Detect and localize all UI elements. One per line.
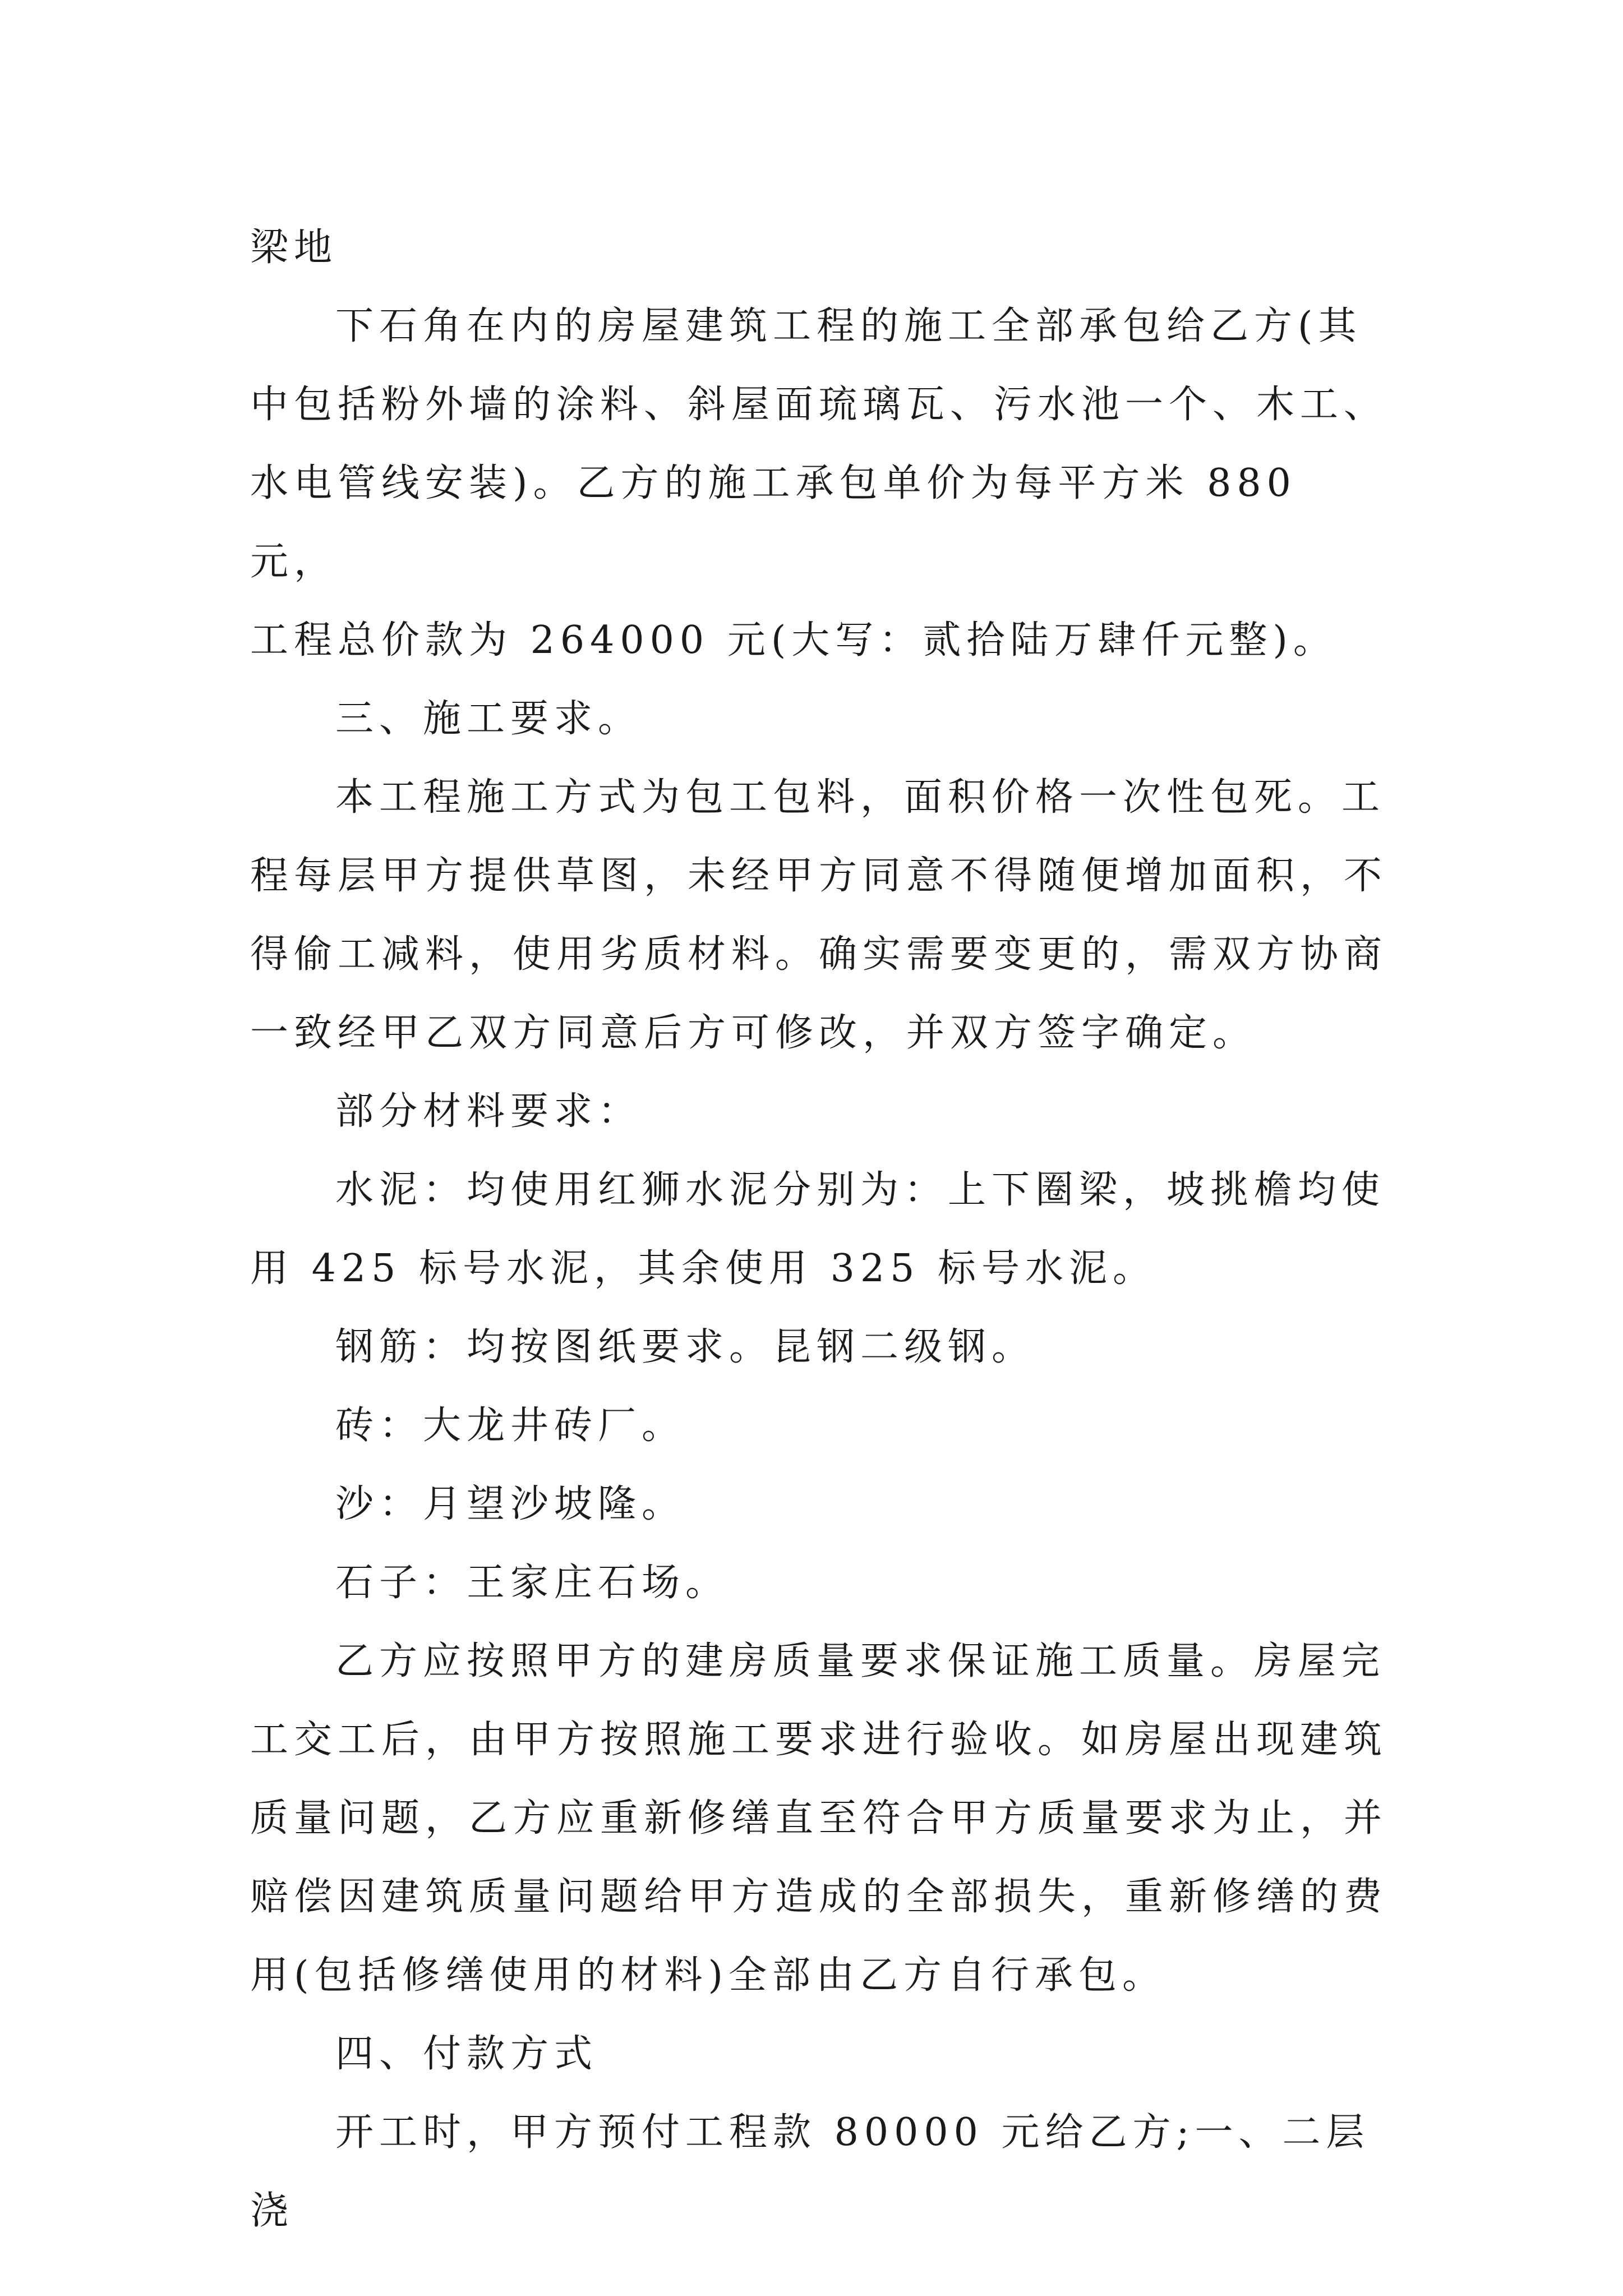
text-line: 工交工后，由甲方按照施工要求进行验收。如房屋出现建筑 [250, 1718, 1388, 1762]
text-line: 质量问题，乙方应重新修缮直至符合甲方质量要求为止，并 [250, 1796, 1388, 1841]
text-line: 水泥：均使用红狮水泥分别为：上下圈梁，坡挑檐均使 [335, 1168, 1386, 1212]
text-line: 石子：王家庄石场。 [335, 1561, 730, 1605]
text-line: 砖：大龙井砖厂。 [335, 1404, 686, 1448]
text-line: 下石角在内的房屋建筑工程的施工全部承包给乙方(其 [335, 304, 1362, 348]
document-body [250, 209, 1394, 2251]
subsection-heading: 部分材料要求： [335, 1089, 642, 1134]
text-line: 赔偿因建筑质量问题给甲方造成的全部损失，重新修缮的费 [250, 1875, 1388, 1919]
section-heading: 三、施工要求。 [335, 697, 642, 741]
text-line: 水电管线安装)。乙方的施工承包单价为每平方米 880 元， [250, 461, 1297, 584]
text-line: 本工程施工方式为包工包料，面积价格一次性包死。工 [335, 775, 1386, 820]
text-line: 用(包括修缮使用的材料)全部由乙方自行承包。 [250, 1953, 1166, 1998]
text-line: 工程总价款为 264000 元(大写：贰拾陆万肆仟元整)。 [250, 618, 1337, 662]
section-heading: 四、付款方式 [335, 2032, 598, 2076]
text-line: 开工时，甲方预付工程款 80000 元给乙方;一、二层浇 [250, 2110, 1370, 2233]
text-line: 用 425 标号水泥，其余使用 325 标号水泥。 [250, 1246, 1157, 1291]
text-line: 钢筋：均按图纸要求。昆钢二级钢。 [335, 1325, 1036, 1369]
text-line: 程每层甲方提供草图，未经甲方同意不得随便增加面积，不 [250, 854, 1388, 898]
text-line: 一致经甲乙双方同意后方可修改，并双方签字确定。 [250, 1011, 1257, 1055]
text-line: 中包括粉外墙的涂料、斜屋面琉璃瓦、污水池一个、木工、 [250, 383, 1388, 427]
text-line: 乙方应按照甲方的建房质量要求保证施工质量。房屋完 [335, 1639, 1386, 1683]
text-line: 沙：月望沙坡隆。 [335, 1482, 686, 1526]
text-line: 梁地 [250, 226, 338, 270]
text-line: 得偷工减料，使用劣质材料。确实需要变更的，需双方协商 [250, 932, 1388, 977]
